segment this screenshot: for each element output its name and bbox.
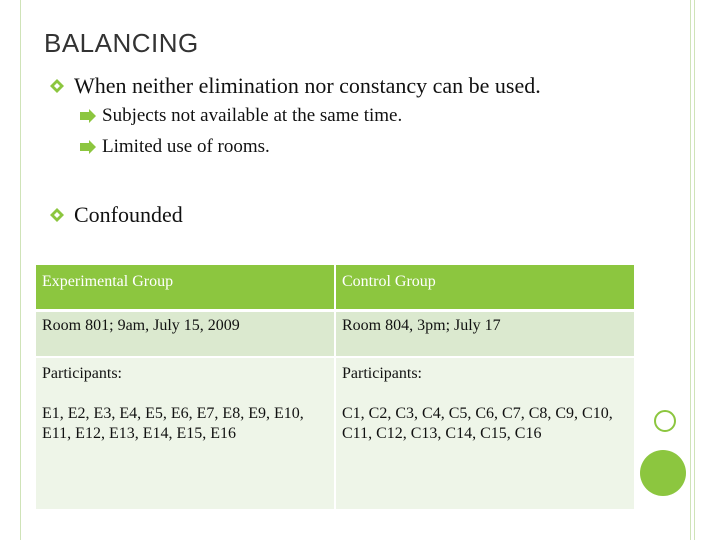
sub-bullet-item bbox=[80, 105, 402, 127]
table-cell: Participants: bbox=[336, 358, 634, 398]
comparison-table bbox=[36, 265, 636, 509]
table-cell: Room 804, 3pm; July 17 bbox=[336, 312, 634, 356]
right-rule bbox=[690, 0, 691, 540]
bullet-text: When neither elimination nor constancy can be used. bbox=[74, 73, 541, 98]
decorative-circle bbox=[640, 450, 686, 496]
decorative-circle bbox=[654, 410, 676, 432]
table-cell: Room 801; 9am, July 15, 2009 bbox=[36, 312, 334, 356]
arrow-bullet-icon bbox=[80, 140, 96, 154]
table-header-cell: Control Group bbox=[336, 265, 634, 309]
bullet-item bbox=[50, 202, 183, 228]
table-cell: C1, C2, C3, C4, C5, C6, C7, C8, C9, C10, C11, C12, C13, C14, C15, C16 bbox=[336, 397, 634, 509]
bullet-item bbox=[50, 73, 541, 99]
diamond-bullet-icon bbox=[50, 79, 64, 93]
sub-bullet-text: Limited use of rooms. bbox=[102, 136, 270, 157]
sub-bullet-item bbox=[80, 136, 270, 158]
table-cell: Participants: bbox=[36, 358, 334, 398]
sub-bullet-text: Subjects not available at the same time. bbox=[102, 105, 403, 126]
right-rule bbox=[694, 0, 695, 540]
bullet-text: Confounded bbox=[74, 202, 183, 227]
arrow-bullet-icon bbox=[80, 109, 96, 123]
table-header-cell: Experimental Group bbox=[36, 265, 334, 309]
left-rule bbox=[20, 0, 21, 540]
table-cell: E1, E2, E3, E4, E5, E6, E7, E8, E9, E10, E11, E12, E13, E14, E15, E16 bbox=[36, 397, 334, 509]
slide-title: BALANCING bbox=[44, 28, 199, 58]
diamond-bullet-icon bbox=[50, 208, 64, 222]
